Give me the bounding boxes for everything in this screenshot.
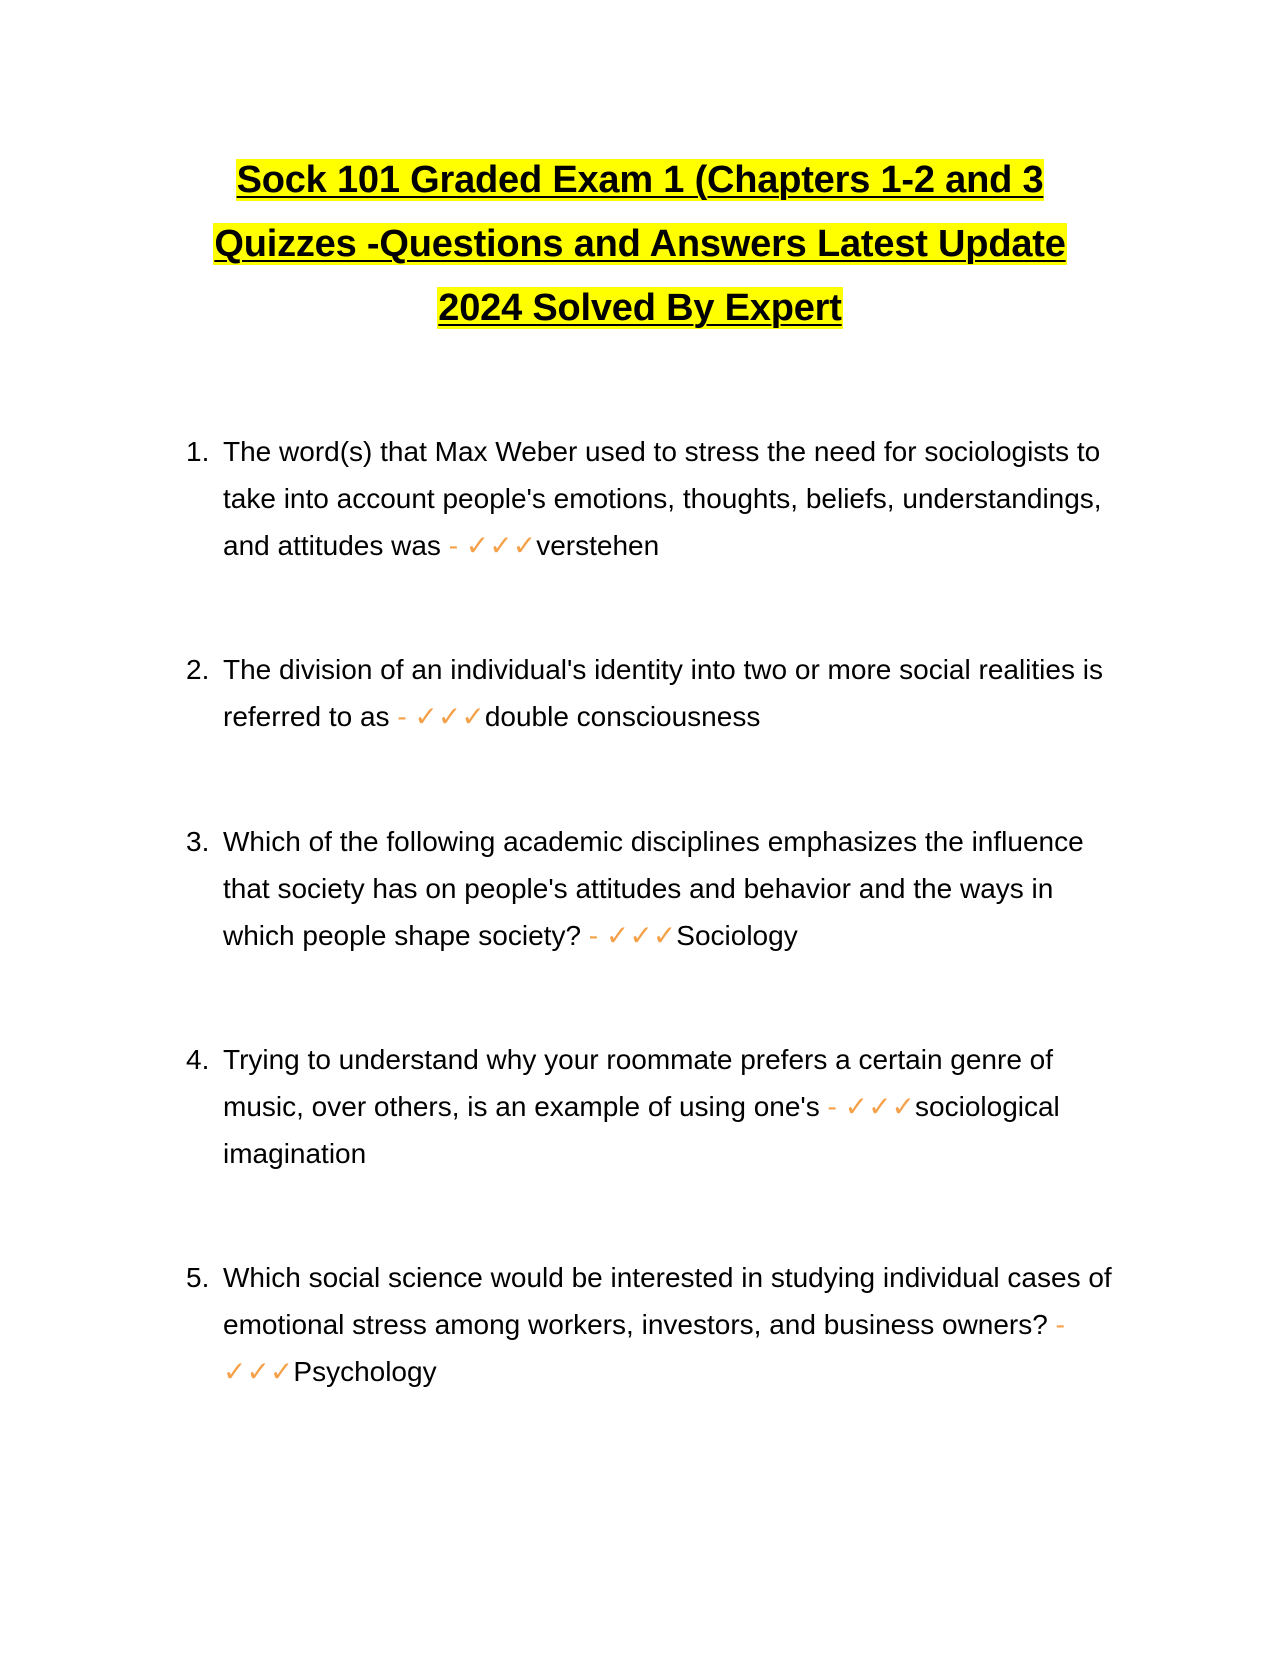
question-body: [223, 1254, 1116, 1395]
answer-check-marker: - ✓✓✓: [397, 701, 485, 732]
question-item: [186, 818, 1116, 959]
question-number: 1.: [186, 436, 210, 467]
title-line-2: Quizzes -Questions and Answers Latest Update: [214, 223, 1066, 265]
question-text: Which of the following academic disciplines emphasizes the influence that society has on people's attitudes and behavior and the ways in which people shape society?: [223, 826, 1084, 951]
question-body: [223, 428, 1116, 569]
question-item: [186, 646, 1116, 740]
question-text: The word(s) that Max Weber used to stress the need for sociologists to take into account people's emotions, thoughts, beliefs, understandings, and attitudes was: [223, 436, 1102, 561]
answer-text: double consciousness: [484, 701, 761, 732]
answer-check-marker: - ✓✓✓: [588, 920, 677, 951]
answer-text: verstehen: [536, 530, 660, 561]
answer-check-marker: - ✓✓✓: [223, 1309, 1065, 1387]
question-text: Which social science would be interested in studying individual cases of emotional stress among workers, investors, and business owners?: [223, 1262, 1112, 1340]
answer-check-marker: - ✓✓✓: [448, 530, 537, 561]
answer-text: sociological imagination: [223, 1091, 1060, 1169]
answer-text: Sociology: [676, 920, 798, 951]
question-body: [223, 818, 1116, 959]
question-number: 2.: [186, 654, 210, 685]
question-item: [186, 1036, 1116, 1177]
answer-text: Psychology: [293, 1356, 437, 1387]
question-body: [223, 1036, 1116, 1177]
document-title: [150, 148, 1130, 340]
question-body: [223, 646, 1116, 740]
title-line-3: 2024 Solved By Expert: [438, 287, 842, 329]
answer-check-marker: - ✓✓✓: [827, 1091, 916, 1122]
question-number: 4.: [186, 1044, 210, 1075]
question-item: [186, 428, 1116, 569]
question-text: Trying to understand why your roommate prefers a certain genre of music, over others, is an example of using one's: [223, 1044, 1054, 1122]
question-item: [186, 1254, 1116, 1395]
question-number: 5.: [186, 1262, 210, 1293]
title-line-1: Sock 101 Graded Exam 1 (Chapters 1-2 and 3: [236, 159, 1044, 201]
question-number: 3.: [186, 826, 210, 857]
question-text: The division of an individual's identity into two or more social realities is referred to as: [223, 654, 1103, 732]
